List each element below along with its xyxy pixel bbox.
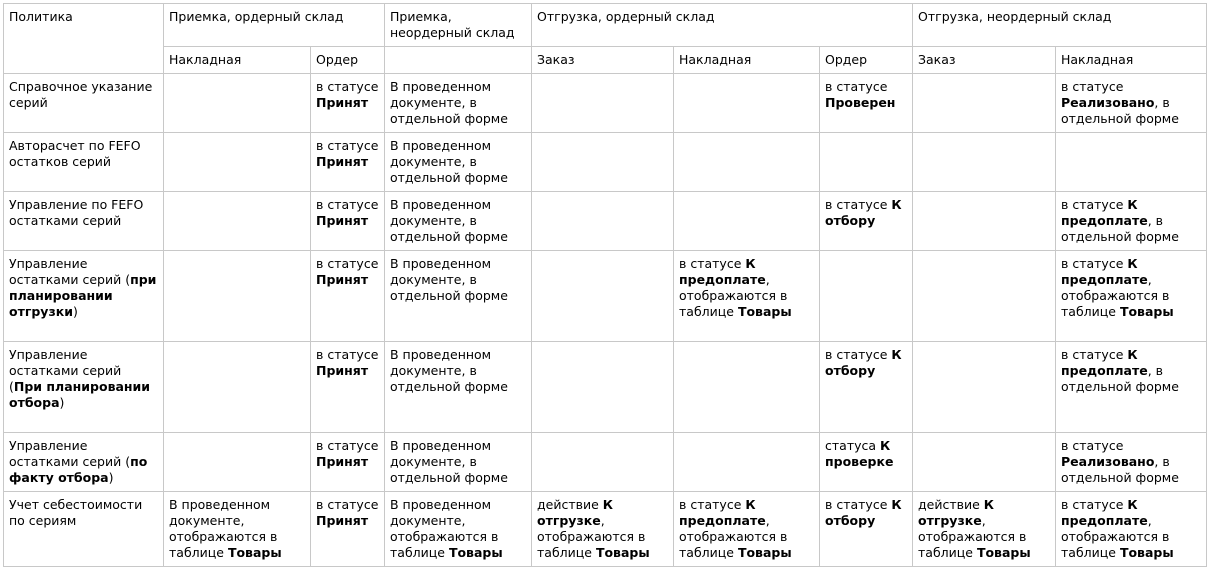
text: , в отдельной форме [1061, 213, 1179, 244]
subheader-cell: Накладная [164, 47, 311, 74]
text: В проведенном документе, в отдельной форме [390, 79, 508, 126]
table-cell-empty [820, 133, 913, 192]
text: , отображаются в таблице [1061, 272, 1170, 319]
text: в статусе [679, 256, 746, 271]
text: в статусе [1061, 79, 1124, 94]
table-cell [385, 433, 532, 492]
bold-text: Проверен [825, 95, 896, 110]
table-cell-empty [164, 133, 311, 192]
table-cell [311, 192, 385, 251]
table-cell-empty [164, 74, 311, 133]
bold-text: К предоплате [679, 497, 766, 528]
policy-cell [4, 251, 164, 342]
text: в статусе [316, 438, 379, 453]
table-body [4, 74, 1207, 567]
bold-text: Товары [1119, 545, 1174, 560]
table-cell-empty [164, 342, 311, 433]
table-cell-empty [913, 342, 1056, 433]
table-cell [385, 251, 532, 342]
text: в статусе [825, 197, 892, 212]
text: статуса [825, 438, 880, 453]
table-cell-empty [164, 251, 311, 342]
text: в статусе [825, 347, 892, 362]
table-cell [1056, 492, 1207, 567]
table-cell [311, 492, 385, 567]
table-cell [820, 433, 913, 492]
table-cell [532, 492, 674, 567]
text: действие [918, 497, 984, 512]
bold-text: Реализовано [1061, 95, 1155, 110]
table-cell [1056, 342, 1207, 433]
bold-text: К предоплате [1061, 197, 1148, 228]
bold-text: Принят [316, 154, 369, 169]
table-row [4, 433, 1207, 492]
series-policy-table [3, 3, 1207, 567]
text: , отображаются в таблице [537, 513, 646, 560]
table-cell [385, 192, 532, 251]
subheader-cell: Накладная [1056, 47, 1207, 74]
text: ) [108, 470, 114, 485]
header-row-subcolumns [4, 47, 1207, 74]
text: в статусе [679, 497, 746, 512]
bold-text: Товары [976, 545, 1031, 560]
subheader-cell: Ордер [820, 47, 913, 74]
text: ) [72, 304, 78, 319]
table-cell [311, 342, 385, 433]
bold-text: К предоплате [1061, 256, 1148, 287]
text: в статусе [1061, 497, 1128, 512]
text: В проведенном документе, в отдельной форме [390, 256, 508, 303]
table-cell [1056, 433, 1207, 492]
bold-text: Товары [227, 545, 282, 560]
table-cell-empty [164, 433, 311, 492]
table-row [4, 342, 1207, 433]
bold-text: Принят [316, 272, 369, 287]
table-row [4, 251, 1207, 342]
table-cell-empty [674, 133, 820, 192]
table-cell [311, 133, 385, 192]
text: действие [537, 497, 603, 512]
table-cell [164, 492, 311, 567]
text: , в отдельной форме [1061, 454, 1179, 485]
text: в статусе [316, 197, 379, 212]
text: в статусе [316, 138, 379, 153]
text: в статусе [316, 79, 379, 94]
table-cell [820, 192, 913, 251]
bold-text: при планировании отгрузки [9, 272, 157, 319]
subheader-cell-empty [385, 47, 532, 74]
bold-text: Товары [1119, 304, 1174, 319]
table-cell-empty [532, 133, 674, 192]
table-cell-empty [532, 74, 674, 133]
header-policy: Политика [4, 4, 164, 74]
bold-text: К отбору [825, 347, 902, 378]
text: В проведенном документе, в отдельной форме [390, 197, 508, 244]
text: , в отдельной форме [1061, 95, 1179, 126]
table-cell-empty [532, 192, 674, 251]
table-row [4, 492, 1207, 567]
text: Управление по FEFO остатками серий [9, 197, 144, 228]
table-cell [1056, 192, 1207, 251]
text: в статусе [825, 497, 892, 512]
bold-text: К отбору [825, 497, 902, 528]
bold-text: Товары [448, 545, 503, 560]
text: Авторасчет по FEFO остатков серий [9, 138, 141, 169]
text: Управление остатками серий ( [9, 256, 131, 287]
table-cell [385, 492, 532, 567]
bold-text: по факту отбора [9, 454, 148, 485]
bold-text: К отгрузке [918, 497, 994, 528]
text: В проведенном документе, в отдельной форме [390, 138, 508, 185]
text: в статусе [1061, 438, 1124, 453]
subheader-cell: Ордер [311, 47, 385, 74]
text: В проведенном документе, отображаются в таблице [169, 497, 278, 560]
text: В проведенном документе, в отдельной форме [390, 347, 508, 394]
text: в статусе [316, 497, 379, 512]
bold-text: К проверке [825, 438, 894, 469]
subheader-cell: Заказ [913, 47, 1056, 74]
bold-text: Принят [316, 363, 369, 378]
table-cell [820, 492, 913, 567]
table-cell-empty [913, 251, 1056, 342]
table-cell [820, 74, 913, 133]
bold-text: Принят [316, 454, 369, 469]
table-cell-empty [674, 192, 820, 251]
text: , отображаются в таблице [679, 272, 788, 319]
table-cell-empty [913, 192, 1056, 251]
header-group-shipment-nonorder: Отгрузка, неордерный склад [913, 4, 1207, 47]
text: Управление остатками серий ( [9, 438, 131, 469]
policy-cell [4, 433, 164, 492]
table-row [4, 192, 1207, 251]
table-cell-empty [674, 74, 820, 133]
text: , в отдельной форме [1061, 363, 1179, 394]
bold-text: Товары [595, 545, 650, 560]
text: Управление остатками серий ( [9, 347, 122, 394]
text: В проведенном документе, в отдельной форме [390, 438, 508, 485]
table-cell [1056, 74, 1207, 133]
table-cell-empty [532, 251, 674, 342]
table-cell-empty [164, 192, 311, 251]
policy-cell [4, 74, 164, 133]
bold-text: Реализовано [1061, 454, 1155, 469]
table-cell [311, 74, 385, 133]
bold-text: К отгрузке [537, 497, 613, 528]
table-row [4, 133, 1207, 192]
table-cell-empty [532, 433, 674, 492]
text: в статусе [316, 256, 379, 271]
table-cell-empty [674, 433, 820, 492]
header-group-receipt-nonorder: Приемка, неордерный склад [385, 4, 532, 47]
table-cell [674, 251, 820, 342]
table-cell-empty [532, 342, 674, 433]
header-group-receipt-order: Приемка, ордерный склад [164, 4, 385, 47]
bold-text: Принят [316, 513, 369, 528]
table-cell-empty [1056, 133, 1207, 192]
text: Учет себестоимости по сериям [9, 497, 143, 528]
text: В проведенном документе, отображаются в таблице [390, 497, 499, 560]
bold-text: При планировании отбора [9, 379, 151, 410]
table-cell [385, 133, 532, 192]
subheader-cell: Накладная [674, 47, 820, 74]
table-cell-empty [913, 433, 1056, 492]
table-cell-empty [674, 342, 820, 433]
header-group-shipment-order: Отгрузка, ордерный склад [532, 4, 913, 47]
bold-text: К предоплате [1061, 497, 1148, 528]
text: ) [59, 395, 65, 410]
text: в статусе [1061, 197, 1128, 212]
policy-cell [4, 133, 164, 192]
text: в статусе [1061, 256, 1128, 271]
table-cell [385, 74, 532, 133]
header-row-groups [4, 4, 1207, 47]
bold-text: Товары [737, 304, 792, 319]
table-cell [385, 342, 532, 433]
bold-text: Товары [737, 545, 792, 560]
bold-text: Принят [316, 213, 369, 228]
table-cell [311, 433, 385, 492]
table-cell [311, 251, 385, 342]
text: Справочное указание серий [9, 79, 153, 110]
table-cell-empty [913, 74, 1056, 133]
policy-cell [4, 192, 164, 251]
text: в статусе [1061, 347, 1128, 362]
table-row [4, 74, 1207, 133]
table-cell [820, 342, 913, 433]
text: , отображаются в таблице [1061, 513, 1170, 560]
table-cell [913, 492, 1056, 567]
bold-text: Принят [316, 95, 369, 110]
text: , отображаются в таблице [918, 513, 1027, 560]
bold-text: К предоплате [679, 256, 766, 287]
policy-cell [4, 342, 164, 433]
bold-text: К предоплате [1061, 347, 1148, 378]
table-cell-empty [820, 251, 913, 342]
subheader-cell: Заказ [532, 47, 674, 74]
text: в статусе [825, 79, 888, 94]
text: , отображаются в таблице [679, 513, 788, 560]
text: в статусе [316, 347, 379, 362]
table-cell-empty [913, 133, 1056, 192]
bold-text: К отбору [825, 197, 902, 228]
table-cell [1056, 251, 1207, 342]
policy-cell [4, 492, 164, 567]
table-cell [674, 492, 820, 567]
